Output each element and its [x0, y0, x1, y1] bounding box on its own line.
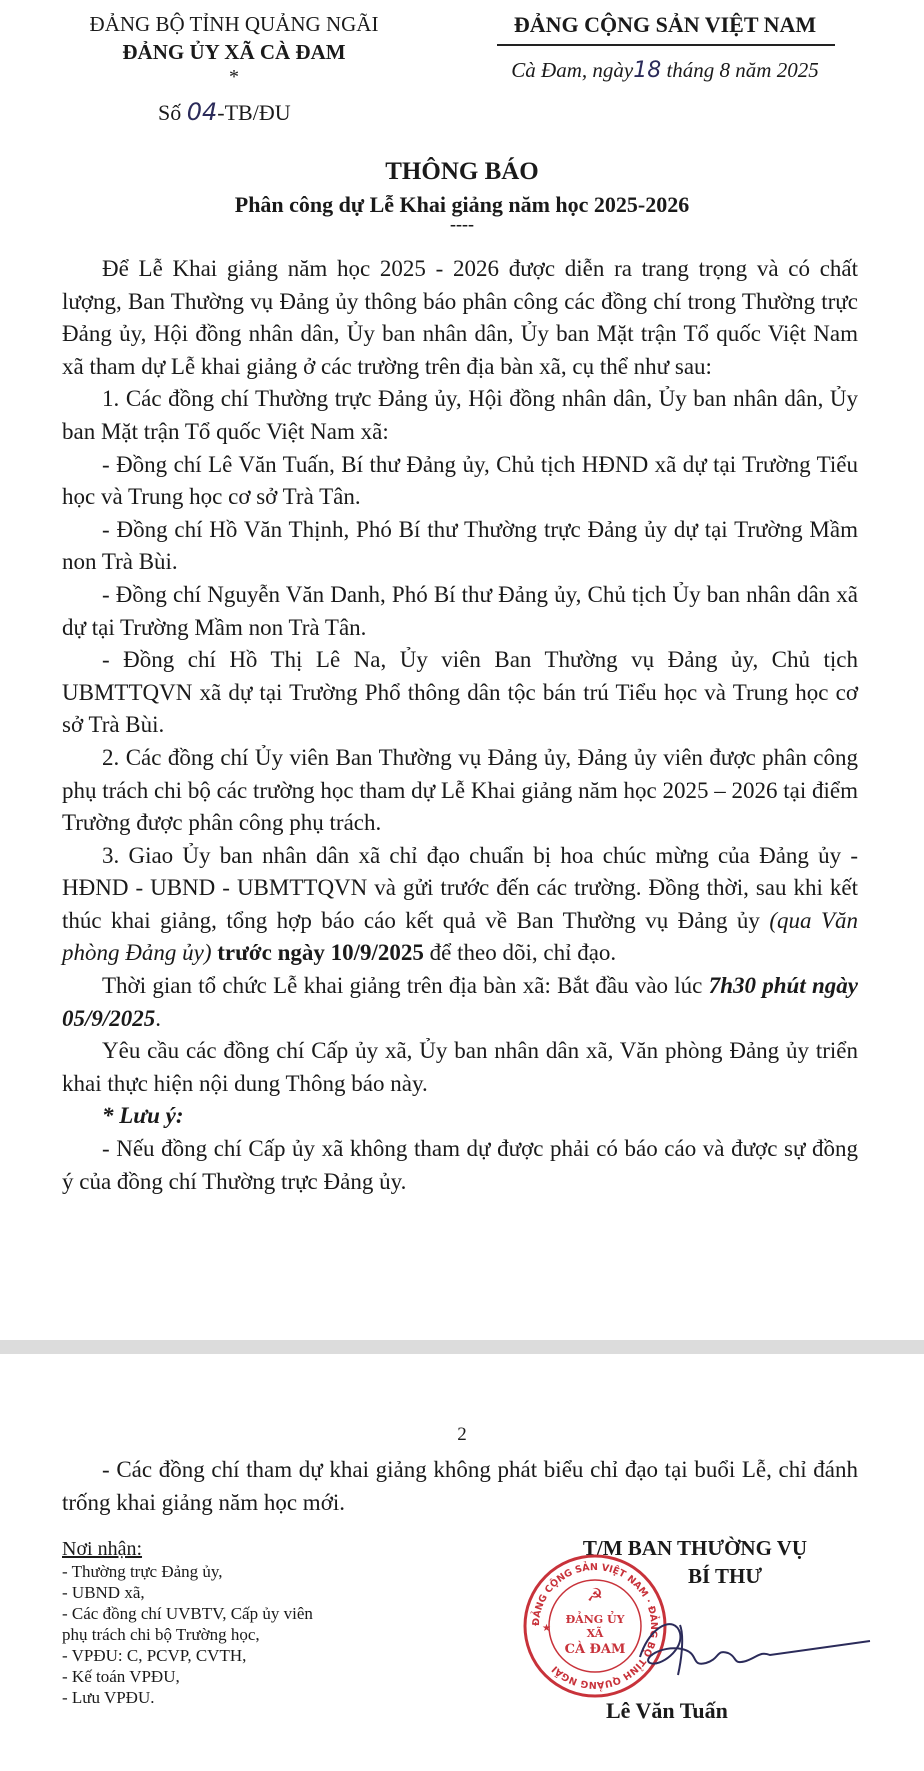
party-underline [497, 44, 835, 46]
issuer-star: * [229, 66, 239, 88]
recipient-item: - Thường trực Đảng ủy, [62, 1562, 223, 1581]
recipients-title: Nơi nhận: [62, 1538, 143, 1560]
recipient-item: - Lưu VPĐU. [62, 1688, 155, 1707]
note-1: - Nếu đồng chí Cấp ủy xã không tham dự được phải có báo cáo và được sự đồng ý của đồng chí Thường trực Đảng ủy. [62, 1136, 858, 1194]
recipient-item: - Các đồng chí UVBTV, Cấp ủy viên [62, 1604, 313, 1623]
issuer-line1: ĐẢNG BỘ TỈNH QUẢNG NGÃI [89, 12, 379, 36]
note-label: * Lưu ý: [102, 1103, 184, 1129]
document-number [158, 98, 291, 126]
issuer-line2: ĐẢNG ỦY XÃ CÀ ĐAM [122, 40, 346, 64]
title-divider: ---- [450, 214, 474, 234]
item-1-d: - Đồng chí Hồ Thị Lê Na, Ủy viên Ban Thường vụ Đảng ủy, Chủ tịch UBMTTQVN xã dự tại Trường Phổ thông dân tộc bán trú Tiểu học và Trung học cơ sở Trà Bùi. [62, 647, 858, 738]
page-separator [0, 1340, 924, 1354]
page-number: 2 [457, 1424, 467, 1445]
intro-paragraph: Để Lễ Khai giảng năm học 2025 - 2026 được diễn ra trang trọng và có chất lượng, Ban Thường vụ Đảng ủy thông báo phân công các đồng chí trong Thường trực Đảng ủy, Hội đồng nhân dân, Ủy ban nhân dân, Ủy ban Mặt trận Tổ quốc Việt Nam xã tham dự Lễ khai giảng ở các trường trên địa bàn xã, cụ thể như sau: [62, 256, 858, 379]
party-name: ĐẢNG CỘNG SẢN VIỆT NAM [513, 12, 817, 37]
item-3-deadline: trước ngày 10/9/2025 [217, 940, 424, 966]
item-3 [62, 840, 858, 970]
item-2: 2. Các đồng chí Ủy viên Ban Thường vụ Đảng ủy, Đảng ủy viên được phân công phụ trách chi bộ các trường học tham dự Lễ Khai giảng năm học 2025 – 2026 tại điểm Trường được phân công phụ trách. [62, 744, 858, 836]
note-2: - Các đồng chí tham dự khai giảng không phát biểu chỉ đạo tại buổi Lễ, chỉ đánh trống khai giảng năm học mới. [62, 1457, 858, 1515]
notice-body [62, 253, 858, 1198]
document-title: THÔNG BÁO [385, 158, 539, 185]
page2-body [62, 1454, 858, 1519]
seal-star-icon: ★ [542, 1623, 551, 1634]
item-1: 1. Các đồng chí Thường trực Đảng ủy, Hội đồng nhân dân, Ủy ban nhân dân, Ủy ban Mặt trận Tổ quốc Việt Nam xã: [62, 386, 858, 444]
recipient-item: - VPĐU: C, PCVP, CVTH, [62, 1646, 247, 1665]
recipient-item: phụ trách chi bộ Trường học, [62, 1625, 260, 1644]
seal-center-line2: XÃ [586, 1627, 604, 1640]
doc-no-handwritten: 04 [186, 98, 218, 126]
item-1-c: - Đồng chí Nguyễn Văn Danh, Phó Bí thư Đảng ủy, Chủ tịch Ủy ban nhân dân xã dự tại Trường Mầm non Trà Tân. [62, 581, 858, 640]
item-3-italic: (qua Văn phòng Đảng ủy) [62, 907, 858, 966]
request-paragraph: Yêu cầu các đồng chí Cấp ủy xã, Ủy ban nhân dân xã, Văn phòng Đảng ủy triển khai thực hiện nội dung Thông báo này. [62, 1038, 858, 1096]
seal-center-line1: ĐẢNG ỦY [565, 1613, 625, 1626]
date-line [490, 58, 840, 83]
date-suffix: tháng 8 năm 2025 [666, 58, 819, 82]
item-1-b: - Đồng chí Hồ Văn Thịnh, Phó Bí thư Thường trực Đảng ủy dự tại Trường Mầm non Trà Bùi. [62, 516, 858, 575]
item-3-text: 3. Giao Ủy ban nhân dân xã chỉ đạo chuẩn bị hoa chúc mừng của Đảng ủy - HĐND - UBND - UBMTTQVN và gửi trước đến các trường. Đồng thời, sau khi kết thúc khai giảng, tổng hợp báo cáo kết quả về Ban Thường vụ Đảng ủy [62, 842, 858, 933]
recipients-block [62, 1538, 313, 1708]
time-text: Thời gian tổ chức Lễ khai giảng trên địa bàn xã: Bắt đầu vào lúc [102, 973, 703, 999]
time-paragraph [62, 970, 858, 1035]
doc-no-prefix: Số [158, 100, 182, 125]
date-day-handwritten: 18 [633, 58, 662, 83]
document-subtitle: Phân công dự Lễ Khai giảng năm học 2025-2026 [234, 192, 690, 217]
hammer-sickle-icon: ☭ [586, 1585, 604, 1605]
signature-role: BÍ THƯ [687, 1564, 763, 1588]
item-1-a: - Đồng chí Lê Văn Tuấn, Bí thư Đảng ủy, Chủ tịch HĐND xã dự tại Trường Tiểu học và Trung học cơ sở Trà Tân. [62, 451, 858, 510]
recipient-item: - UBND xã, [62, 1583, 145, 1602]
signer-name: Lê Văn Tuấn [606, 1698, 728, 1723]
date-prefix: Cà Đam, ngày [511, 58, 634, 82]
time-value: 7h30 phút ngày 05/9/2025 [62, 973, 859, 1031]
recipient-item: - Kế toán VPĐU, [62, 1667, 180, 1686]
seal-ring-text: ĐẢNG CỘNG SẢN VIỆT NAM · ĐẢNG BỘ TỈNH QUẢNG NGÃI [530, 1561, 660, 1691]
seal-center-line3: CÀ ĐAM [564, 1642, 626, 1657]
signature-title: T/M BAN THƯỜNG VỤ [582, 1536, 808, 1560]
time-end: . [155, 1005, 162, 1031]
item-3-end: để theo dõi, chỉ đạo. [429, 940, 617, 966]
doc-no-suffix: -TB/ĐU [217, 100, 291, 125]
handwritten-signature [620, 1605, 880, 1685]
